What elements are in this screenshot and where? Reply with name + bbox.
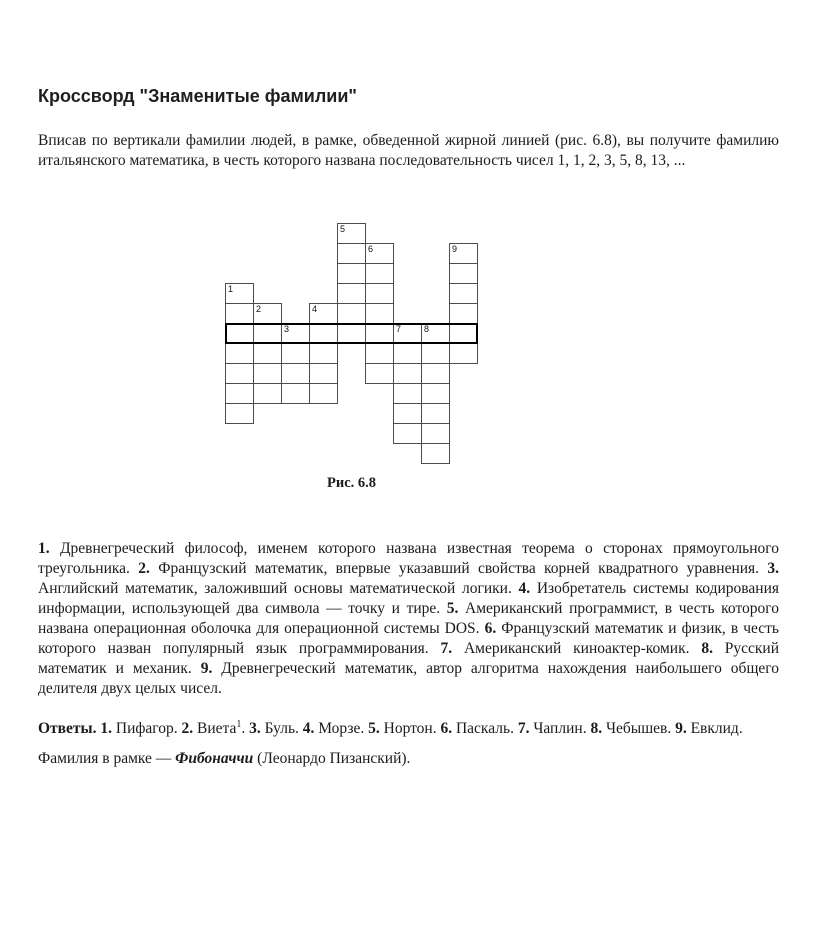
frame-answer-line: [38, 749, 779, 769]
clues-paragraph: 1. Древнегреческий философ, именем которого названа известная теорема о сторонах прямоугольного треугольника. 2. Французский математик, впервые указавший свойства корней квадратного уравнения. 3. Английский математик, заложивший основы математической логики. 4. Изобретатель системы кодирования информации, использующей два символа — точку и тире. 5. Американский программист, в честь которого названа операционная оболочка для операционной системы DOS. 6. Французский математик и физик, в честь которого назван популярный язык программирования. 7. Американский киноактер-комик. 8. Русский математик и механик. 9. Древнегреческий математик, автор алгоритма нахождения наибольшего общего делителя двух целых чисел.: [38, 540, 780, 697]
figure: [38, 223, 779, 495]
clue-number: 8.: [701, 640, 713, 657]
cell-number: 8: [424, 324, 430, 334]
grid-cell: [365, 363, 394, 384]
grid-cell: [421, 343, 450, 364]
answer-word: Чаплин: [529, 720, 583, 737]
grid-cell: [421, 403, 450, 424]
clue-number: 6.: [484, 620, 497, 637]
grid-cell: [253, 343, 282, 364]
grid-cell: [393, 403, 422, 424]
cell-number: 7: [396, 324, 402, 334]
page-content: [38, 0, 779, 769]
page-title: Кроссворд "Знаменитые фамилии": [38, 86, 357, 106]
grid-cell: [309, 363, 338, 384]
figure-caption: Рис. 6.8: [326, 475, 377, 491]
clue-number: 3.: [767, 560, 779, 577]
grid-cell: [393, 383, 422, 404]
grid-cell: [253, 303, 282, 324]
grid-cell: [225, 403, 254, 424]
grid-cell: [421, 423, 450, 444]
answer-word: Морзе: [314, 720, 361, 737]
crossword-grid: [225, 223, 478, 464]
grid-cell: [309, 343, 338, 364]
grid-cell: [281, 323, 310, 344]
answer-number: 6.: [440, 720, 453, 737]
cell-number: 9: [452, 244, 458, 254]
grid-cell: [365, 323, 394, 344]
answer-word: Паскаль: [452, 720, 511, 737]
clue-number: 4.: [518, 580, 531, 597]
cell-number: 1: [228, 284, 234, 294]
frame-answer-suffix: (Леонардо Пизанский).: [253, 750, 411, 767]
frame-answer-prefix: Фамилия в рамке —: [38, 750, 176, 767]
grid-cell: [281, 383, 310, 404]
grid-cell: [365, 283, 394, 304]
clue-number: 7.: [440, 640, 453, 657]
answer-word: Евклид: [686, 720, 739, 737]
grid-cell: [309, 303, 338, 324]
grid-cell: [393, 343, 422, 364]
grid-cell: [253, 323, 282, 344]
footnote-marker: 1: [236, 718, 242, 730]
cell-number: 3: [284, 324, 290, 334]
answer-number: 5.: [368, 720, 380, 737]
answer-word: Пифагор: [112, 720, 174, 737]
clue-number: 1.: [38, 540, 50, 557]
answers-label: Ответы.: [38, 720, 97, 737]
grid-cell: [225, 323, 254, 344]
grid-cell: [365, 243, 394, 264]
grid-cell: [337, 323, 366, 344]
grid-cell: [253, 363, 282, 384]
grid-cell: [365, 303, 394, 324]
grid-cell: [449, 343, 478, 364]
grid-cell: [225, 283, 254, 304]
clue-number: 5.: [446, 600, 459, 617]
grid-cell: [393, 423, 422, 444]
grid-cell: [225, 363, 254, 384]
cell-number: 6: [368, 244, 374, 254]
grid-cell: [421, 363, 450, 384]
grid-cell: [393, 363, 422, 384]
answer-number: 4.: [302, 720, 315, 737]
grid-cell: [421, 383, 450, 404]
answer-number: 3.: [249, 720, 261, 737]
grid-cell: [337, 303, 366, 324]
answer-word: Чебышев: [602, 720, 668, 737]
answer-word: Виета: [193, 720, 237, 737]
grid-cell: [449, 283, 478, 304]
grid-cell: [393, 323, 422, 344]
grid-cell: [365, 263, 394, 284]
grid-cell: [309, 323, 338, 344]
frame-answer-name: Фибоначчи: [175, 750, 254, 767]
grid-cell: [337, 243, 366, 264]
cell-number: 4: [312, 304, 318, 314]
answer-number: 9.: [675, 720, 687, 737]
answer-word: Буль: [260, 720, 296, 737]
grid-cell: [309, 383, 338, 404]
grid-cell: [225, 383, 254, 404]
grid-cell: [421, 443, 450, 464]
grid-cell: [449, 243, 478, 264]
answer-number: 1.: [100, 720, 113, 737]
grid-cell: [281, 363, 310, 384]
clue-number: 9.: [200, 660, 213, 677]
clue-number: 2.: [138, 560, 150, 577]
intro-paragraph: Вписав по вертикали фамилии людей, в рамке, обведенной жирной линией (рис. 6.8), вы получите фамилию итальянского математика, в честь которого названа последовательность чисел 1, 1, 2, 3, 5, 8, 13, ...: [38, 132, 779, 169]
grid-cell: [421, 323, 450, 344]
grid-cell: [225, 303, 254, 324]
grid-cell: [449, 263, 478, 284]
grid-cell: [449, 303, 478, 324]
grid-cell: [365, 343, 394, 364]
answers-paragraph: Ответы. 1. Пифагор. 2. Виета$^1$. 3. Буль. 4. Морзе. 5. Нортон. 6. Паскаль. 7. Чаплин. 8. Чебышев. 9. Евклид.: [38, 718, 743, 737]
answer-word: Нортон: [379, 720, 433, 737]
grid-cell: [281, 343, 310, 364]
answer-number: 7.: [517, 720, 530, 737]
grid-cell: [253, 383, 282, 404]
grid-cell: [225, 343, 254, 364]
cell-number: 2: [256, 304, 262, 314]
grid-cell: [337, 263, 366, 284]
answer-number: 2.: [181, 720, 194, 737]
grid-cell: [449, 323, 478, 344]
grid-cell: [337, 283, 366, 304]
grid-cell: [337, 223, 366, 244]
cell-number: 5: [340, 224, 346, 234]
answer-number: 8.: [590, 720, 603, 737]
